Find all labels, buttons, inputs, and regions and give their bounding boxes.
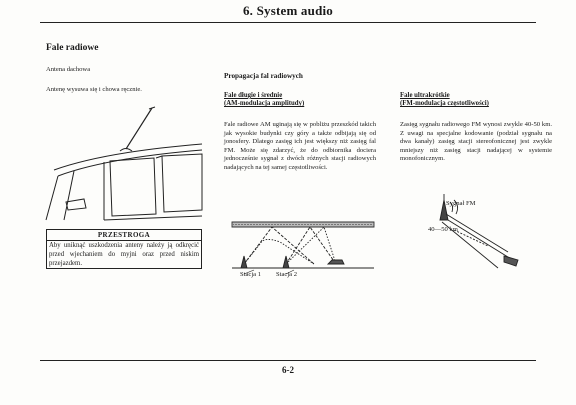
am-heading-line2: (AM-modulacja amplitudy) (224, 100, 305, 107)
page-number: 6-2 (282, 365, 294, 375)
am-body-text: Fale radiowe AM uginają się w pobliżu przeszkód takich jak wysokie budynki czy góry a także odbijają się od jonosfery. Dlatego zasięg ich jest większy niż zasięg fal FM. Może się zdarzyć, że do odbiornika dociera jednocześnie sygnał z dwóch różnych stacji radiowych nadających na tej samej częstotliwości. (224, 121, 376, 171)
propagation-title: Propagacja fal radiowych (224, 72, 303, 80)
footer-rule (40, 360, 536, 361)
antenna-text: Antenę wysuwa się i chowa ręcznie. (46, 86, 142, 93)
fm-distance-label: 40—50 km (428, 226, 458, 233)
am-station-1-label: Stacja 1 (240, 271, 262, 278)
am-station-2-label: Stacja 2 (276, 271, 298, 278)
fm-body-text: Zasięg sygnału radiowego FM wynosi zwykle 40-50 km. Z uwagi na specjalne kodowanie (podział sygnału na dwa kanały) zasięg stacji stereofonicznej jest zwykle mniejszy niż zasięg stacji nadającej w systemie monofonicznym. (400, 121, 552, 163)
chapter-title: 6. System audio (242, 3, 334, 18)
warning-text: Aby uniknąć uszkodzenia anteny należy ją odkręcić przed wjechaniem do myjni oraz przed niskim przejazdem. (49, 242, 199, 267)
antenna-title: Antena dachowa (46, 66, 91, 73)
roof-antenna-illustration (44, 104, 204, 224)
section-title: Fale radiowe (46, 43, 99, 53)
fm-heading-line1: Fale ultrakrótkie (400, 92, 450, 99)
fm-heading-line2: (FM-modulacja częstotliwości) (400, 100, 489, 107)
am-heading-line1: Fale długie i średnie (224, 92, 283, 99)
warning-title: PRZESTROGA (47, 230, 201, 241)
fm-propagation-figure (420, 190, 540, 280)
fm-signal-label: Sygnał FM (446, 200, 476, 207)
warning-box (46, 229, 202, 269)
header-rule (40, 22, 536, 23)
